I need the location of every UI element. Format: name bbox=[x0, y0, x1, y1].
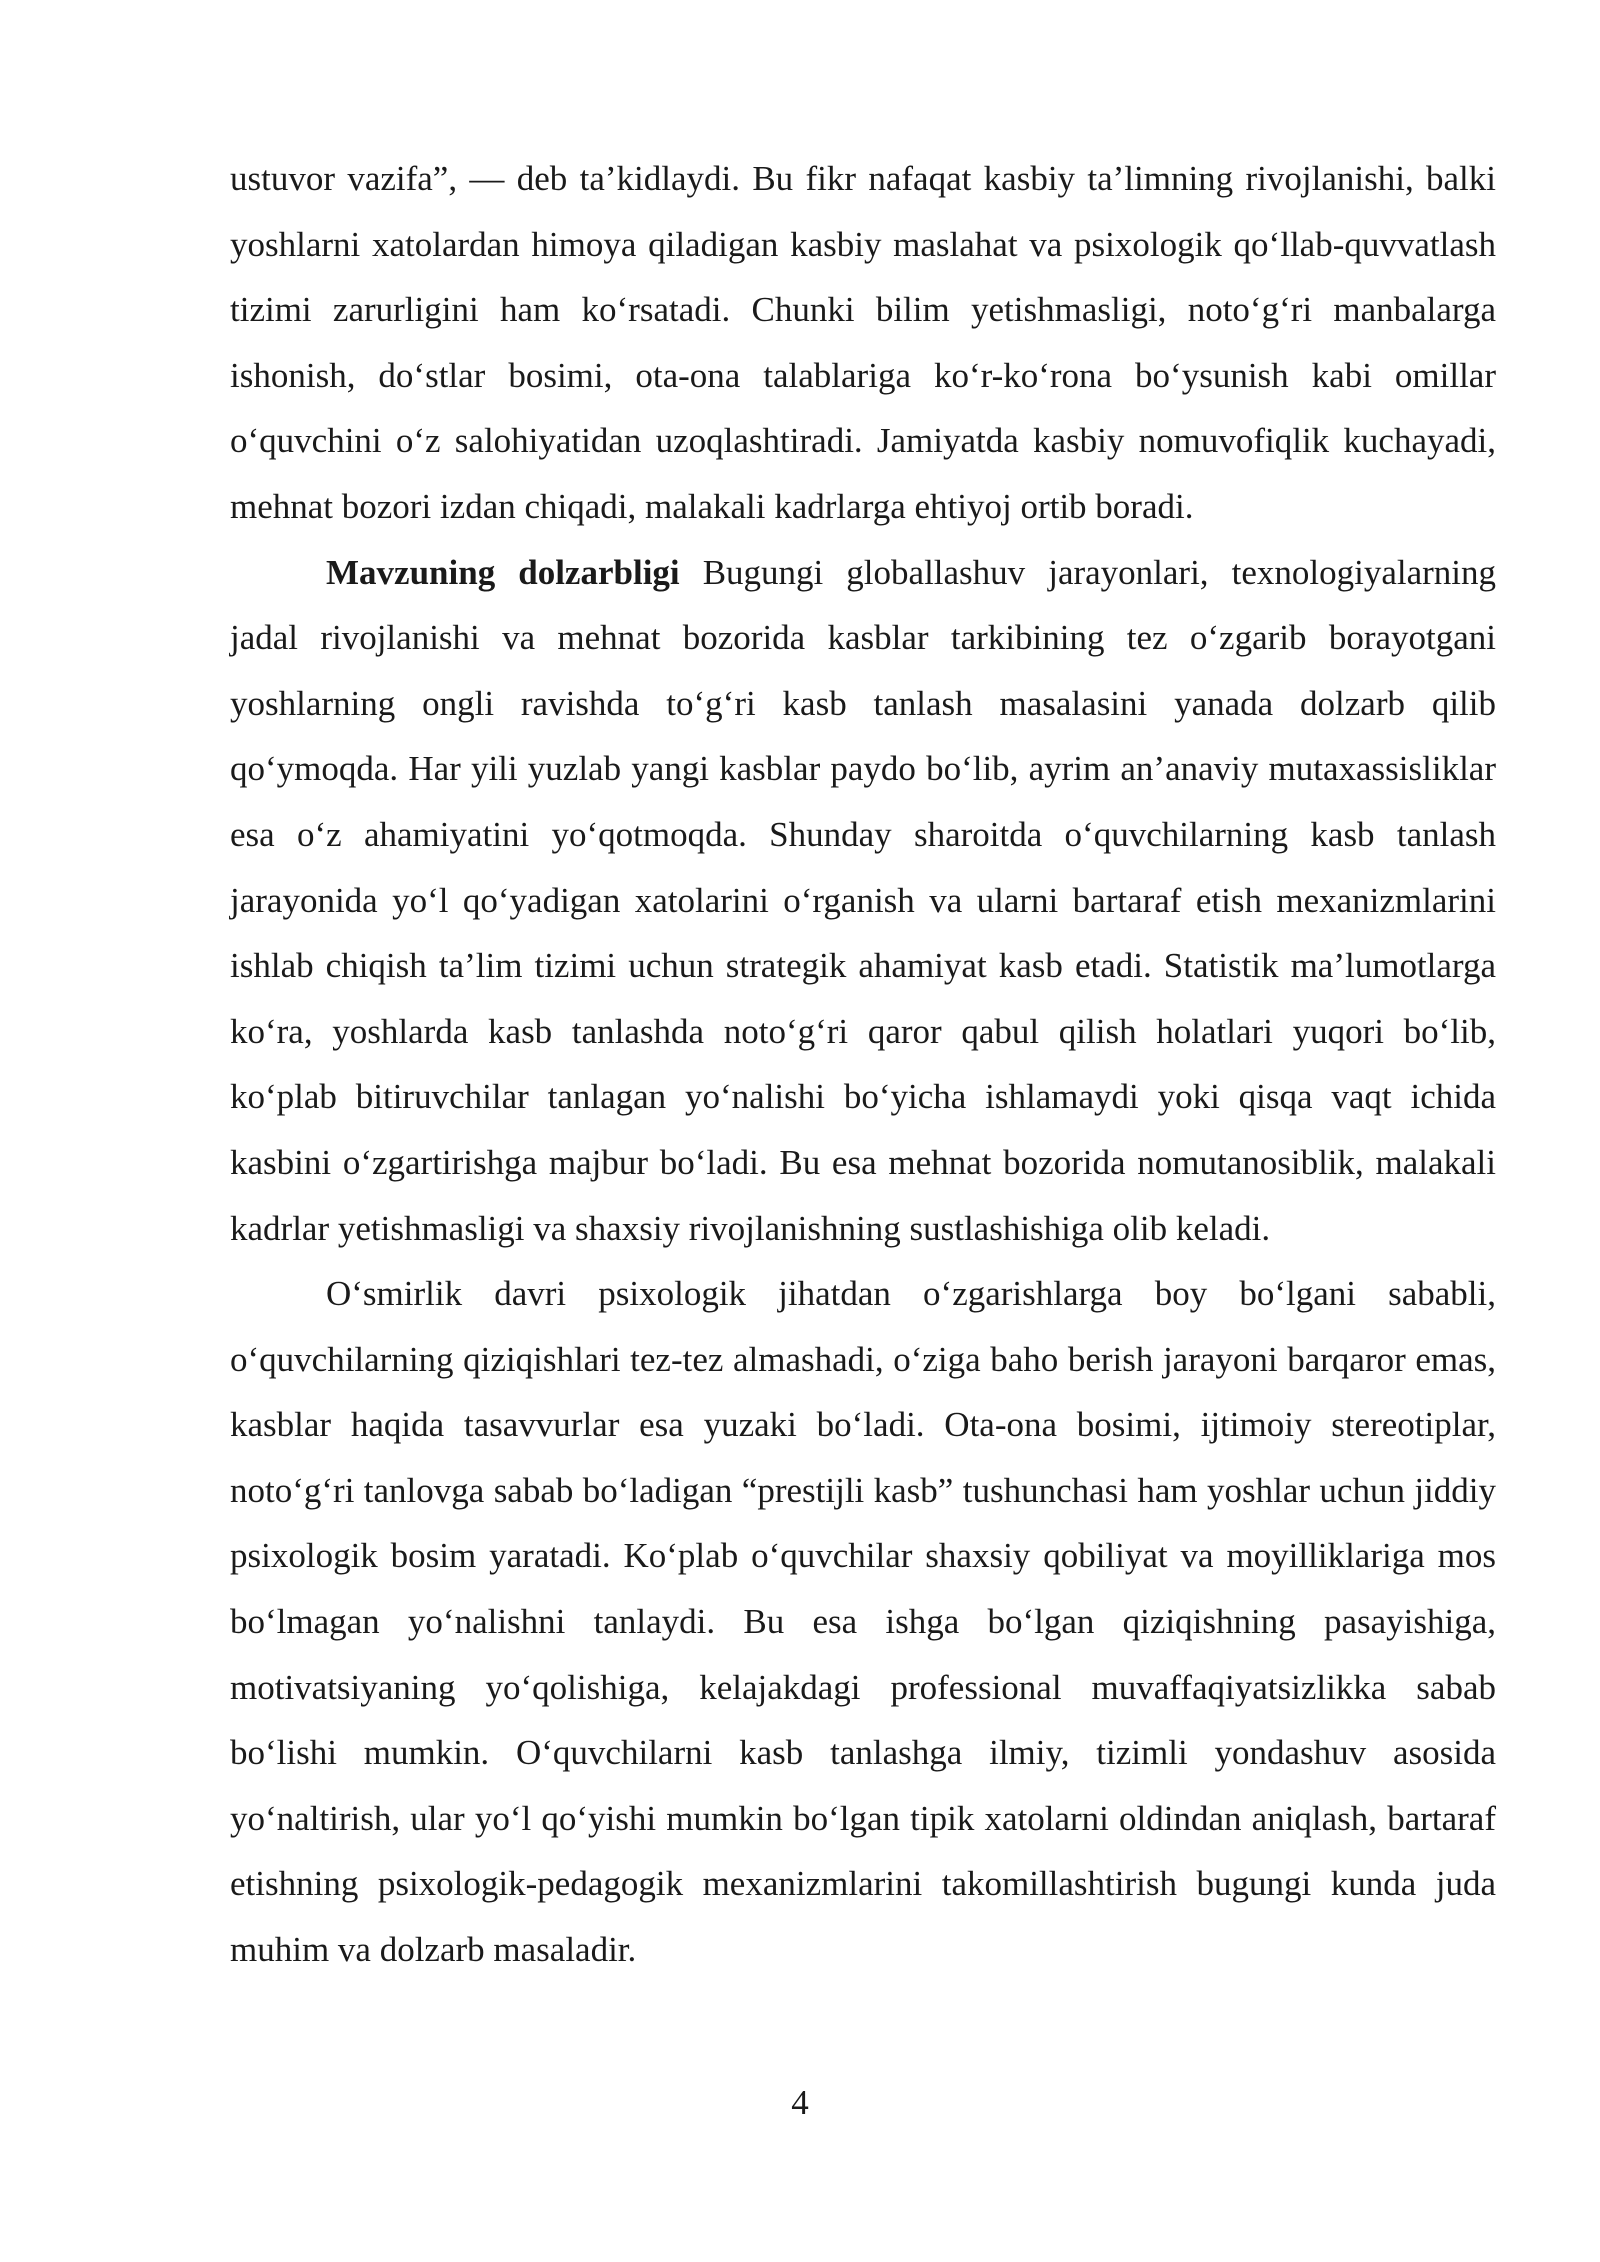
paragraph-continuation bbox=[230, 146, 1496, 540]
paragraph-text: ustuvor vazifa”, — deb ta’kidlaydi. Bu fikr nafaqat kasbiy ta’limning rivojlanishi, balki yoshlarni xatolardan himoya qiladigan kasbiy maslahat va psixologik qo‘llab-quvvatlash tizimi zarurligini ham ko‘rsatadi. Chunki bilim yetishmasligi, noto‘g‘ri manbalarga ishonish, do‘stlar bosimi, ota-ona talablariga ko‘r-ko‘rona bo‘ysunish kabi omillar o‘quvchini o‘z salohiyatidan uzoqlashtiradi. Jamiyatda kasbiy nomuvofiqlik kuchayadi, mehnat bozori izdan chiqadi, malakali kadrlarga ehtiyoj ortib boradi. bbox=[230, 159, 1496, 526]
paragraph-relevance bbox=[230, 540, 1496, 1262]
paragraph-adolescence bbox=[230, 1261, 1496, 1983]
paragraph-text: Bugungi globallashuv jarayonlari, texnologiyalarning jadal rivojlanishi va mehnat bozorida kasblar tarkibining tez o‘zgarib borayotgani yoshlarning ongli ravishda to‘g‘ri kasb tanlash masalasini yanada dolzarb qilib qo‘ymoqda. Har yili yuzlab yangi kasblar paydo bo‘lib, ayrim an’anaviy mutaxassisliklar esa o‘z ahamiyatini yo‘qotmoqda. Shunday sharoitda o‘quvchilarning kasb tanlash jarayonida yo‘l qo‘yadigan xatolarini o‘rganish va ularni bartaraf etish mexanizmlarini ishlab chiqish ta’lim tizimi uchun strategik ahamiyat kasb etadi. Statistik ma’lumotlarga ko‘ra, yoshlarda kasb tanlashda noto‘g‘ri qaror qabul qilish holatlari yuqori bo‘lib, ko‘plab bitiruvchilar tanlagan yo‘nalishi bo‘yicha ishlamaydi yoki qisqa vaqt ichida kasbini o‘zgartirishga majbur bo‘ladi. Bu esa mehnat bozorida nomutanosiblik, malakali kadrlar yetishmasligi va shaxsiy rivojlanishning sustlashishiga olib keladi. bbox=[230, 552, 1496, 1248]
paragraph-text: O‘smirlik davri psixologik jihatdan o‘zgarishlarga boy bo‘lgani sababli, o‘quvchilarning qiziqishlari tez-tez almashadi, o‘ziga baho berish jarayoni barqaror emas, kasblar haqida tasavvurlar esa yuzaki bo‘ladi. Ota-ona bosimi, ijtimoiy stereotiplar, noto‘g‘ri tanlovga sabab bo‘ladigan “prestijli kasb” tushunchasi ham yoshlar uchun jiddiy psixologik bosim yaratadi. Ko‘plab o‘quvchilar shaxsiy qobiliyat va moyilliklariga mos bo‘lmagan yo‘nalishni tanlaydi. Bu esa ishga bo‘lgan qiziqishning pasayishiga, motivatsiyaning yo‘qolishiga, kelajakdagi professional muvaffaqiyatsizlikka sabab bo‘lishi mumkin. O‘quvchilarni kasb tanlashga ilmiy, tizimli yondashuv asosida yo‘naltirish, ular yo‘l qo‘yishi mumkin bo‘lgan tipik xatolarni oldindan aniqlash, bartaraf etishning psixologik-pedagogik mexanizmlarini takomillashtirish bugungi kunda juda muhim va dolzarb masaladir. bbox=[230, 1274, 1496, 1970]
page-number: 4 bbox=[791, 2083, 809, 2122]
section-heading-relevance: Mavzuning dolzarbligi bbox=[326, 552, 680, 592]
document-page bbox=[230, 146, 1496, 1983]
